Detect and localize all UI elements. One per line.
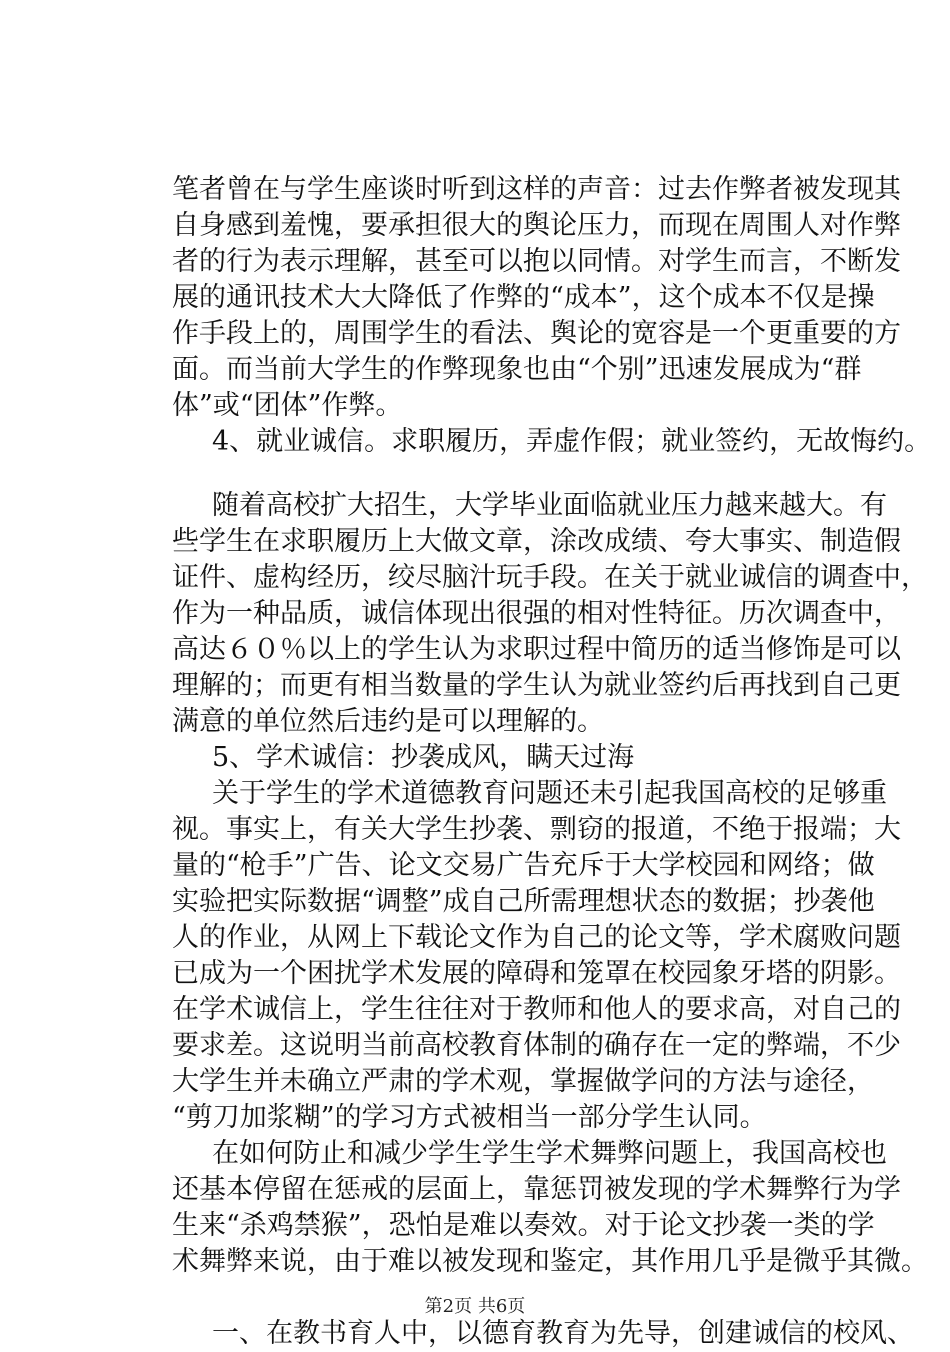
body-line: 人的作业，从网上下载论文作为自己的论文等，学术腐败问题 [172,922,901,953]
body-line: 在学术诚信上，学生往往对于教师和他人的要求高，对自己的 [172,994,901,1025]
body-line: 视。事实上，有关大学生抄袭、剽窃的报道，不绝于报端；大 [172,814,901,845]
body-line: 关于学生的学术道德教育问题还未引起我国高校的足够重 [212,778,887,809]
body-line: 量的“枪手”广告、论文交易广告充斥于大学校园和网络；做 [172,850,875,881]
body-line: 些学生在求职履历上大做文章，涂改成绩、夸大事实、制造假 [172,526,901,557]
section-heading-employment: 4、就业诚信。求职履历，弄虚作假；就业签约，无故悔约。 [212,426,932,457]
body-line: 满意的单位然后违约是可以理解的。 [172,706,604,737]
body-line: 已成为一个困扰学术发展的障碍和笼罩在校园象牙塔的阴影。 [172,958,901,989]
body-line: 在如何防止和减少学生学生学术舞弊问题上，我国高校也 [212,1138,887,1169]
body-line: 理解的；而更有相当数量的学生认为就业签约后再找到自己更 [172,670,901,701]
body-line: 自身感到羞愧，要承担很大的舆论压力，而现在周围人对作弊 [172,210,901,241]
body-line: 实验把实际数据“调整”成自己所需理想状态的数据；抄袭他 [172,886,875,917]
body-line: 面。而当前大学生的作弊现象也由“个别”迅速发展成为“群 [172,354,862,385]
body-line: 体”或“团体”作弊。 [172,390,403,421]
body-line: “剪刀加浆糊”的学习方式被相当一部分学生认同。 [172,1102,767,1133]
page-number: 第2页 共6页 [424,1296,526,1317]
body-line: 大学生并未确立严肃的学术观，掌握做学问的方法与途径， [172,1066,874,1097]
body-line: 笔者曾在与学生座谈时听到这样的声音：过去作弊者被发现其 [172,174,901,205]
body-line: 要求差。这说明当前高校教育体制的确存在一定的弊端，不少 [172,1030,901,1061]
body-line: 证件、虚构经历，绞尽脑汁玩手段。在关于就业诚信的调查中， [172,562,928,593]
body-line: 术舞弊来说，由于难以被发现和鉴定，其作用几乎是微乎其微。 [172,1246,928,1277]
body-line: 作为一种品质，诚信体现出很强的相对性特征。历次调查中， [172,598,901,629]
body-line: 生来“杀鸡禁猴”，恐怕是难以奏效。对于论文抄袭一类的学 [172,1210,875,1241]
body-line: 展的通讯技术大大降低了作弊的“成本”，这个成本不仅是操 [172,282,875,313]
body-line: 作手段上的，周围学生的看法、舆论的宽容是一个更重要的方 [172,318,901,349]
body-line: 随着高校扩大招生，大学毕业面临就业压力越来越大。有 [212,490,887,521]
body-line: 者的行为表示理解，甚至可以抱以同情。对学生而言，不断发 [172,246,901,277]
body-line: 高达６０％以上的学生认为求职过程中简历的适当修饰是可以 [172,634,901,665]
section-heading-measures: 一、在教书育人中，以德育教育为先导，创建诚信的校风、 [212,1318,914,1349]
section-heading-academic: 5、学术诚信：抄袭成风，瞒天过海 [212,742,635,773]
body-line: 还基本停留在惩戒的层面上，靠惩罚被发现的学术舞弊行为学 [172,1174,901,1205]
